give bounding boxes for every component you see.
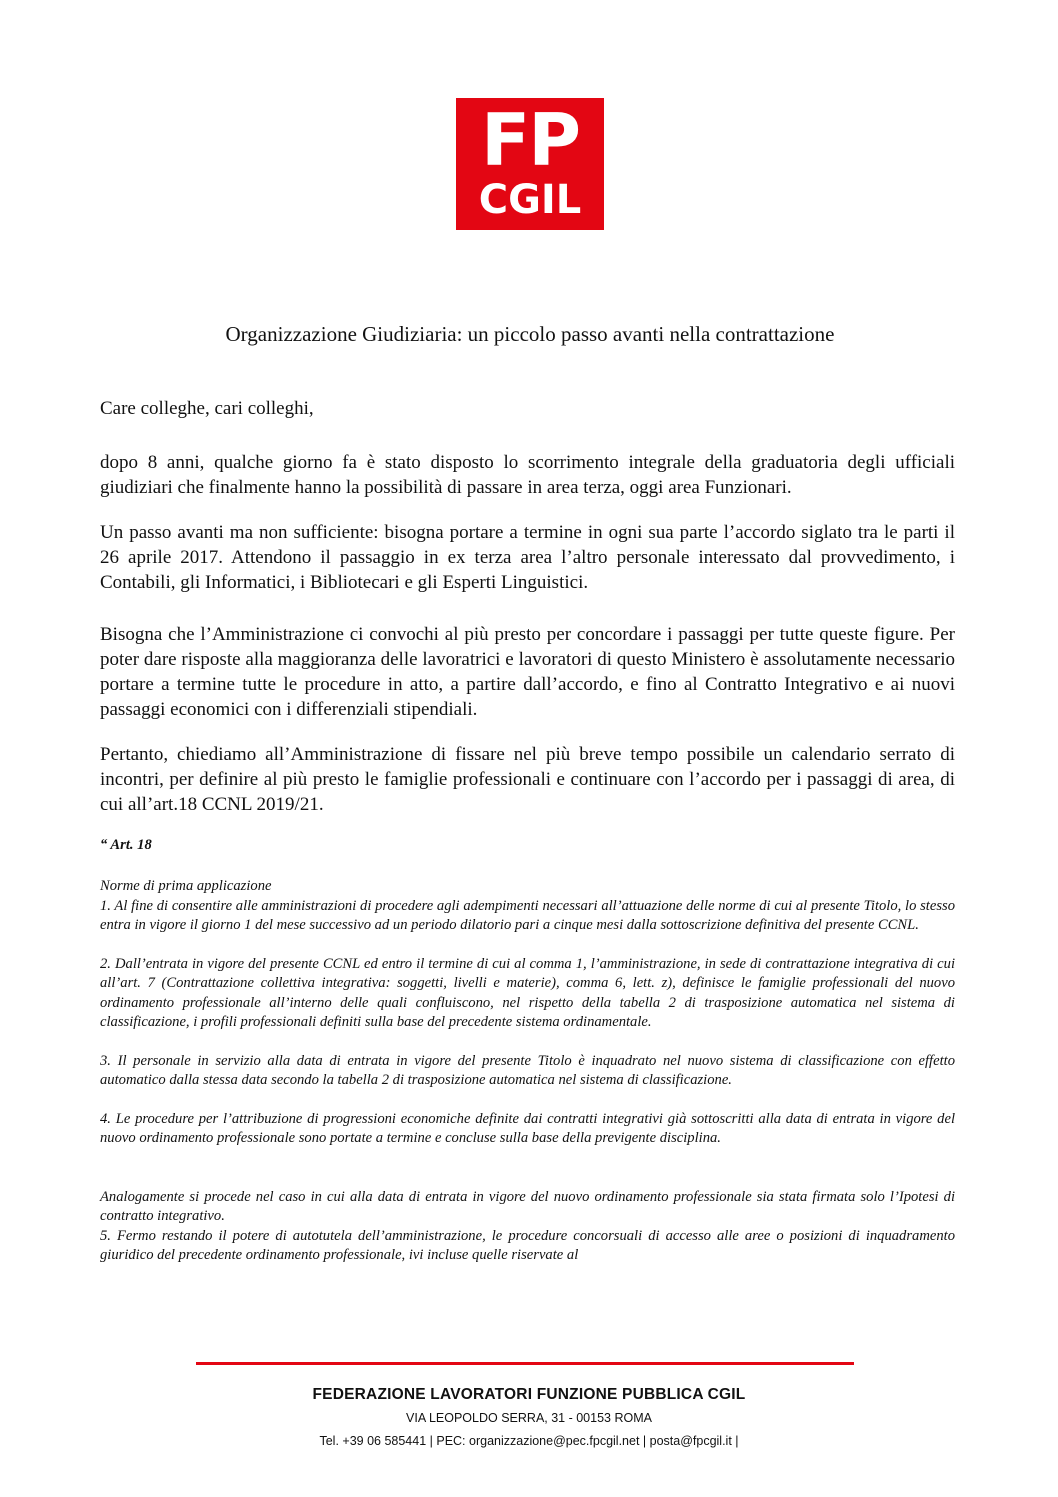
footer-divider (196, 1362, 854, 1365)
footer-contacts: Tel. +39 06 585441 | PEC: organizzazione@pec.fpcgil.net | posta@fpcgil.it | (319, 1434, 739, 1448)
article-analogamente: Analogamente si procede nel caso in cui alla data di entrata in vigore del nuovo ordinamento professionale sia stata firmata solo l’Ipotesi di contratto integrativo. (100, 1189, 955, 1225)
article-item-4: 4. Le procedure per l’attribuzione di progressioni economiche definite dai contratti integrativi già sottoscritti alla data di entrata in vigore del nuovo ordinamento professionale sono portate a termine e concluse sulla base della previgente disciplina. (100, 1111, 955, 1147)
fp-cgil-logo (456, 98, 604, 230)
article-item-3: 3. Il personale in servizio alla data di entrata in vigore del presente Titolo è inquadrato nel nuovo sistema di classificazione con effetto automatico dalla stessa data secondo la tabella 2 di trasposizione automatica nel sistema di classificazione. (100, 1053, 955, 1089)
article-item-2: 2. Dall’entrata in vigore del presente CCNL ed entro il termine di cui al comma 1, l’amministrazione, in sede di contrattazione integrativa di cui all’art. 7 (Contrattazione collettiva integrativa: soggetti, livelli e materie), comma 6, lett. z), definisce le famiglie professionali del nuovo ordinamento professionale all’interno delle quali confluiscono, nel rispetto della tabella 2 di trasposizione automatica nel sistema di classificazione, i profili professionali definiti sulla base del precedente sistema ordinamentale. (100, 956, 955, 1031)
article-heading: “ Art. 18 (100, 837, 152, 853)
logo-cgil-text: CGIL (478, 177, 582, 223)
paragraph-1: dopo 8 anni, qualche giorno fa è stato disposto lo scorrimento integrale della graduatoria degli ufficiali giudiziari che finalmente hanno la possibilità di passare in area terza, oggi area Funzionari. (100, 452, 955, 498)
article-item-1: 1. Al fine di consentire alle amministrazioni di procedere agli adempimenti necessari all’attuazione delle norme di cui al presente Titolo, lo stesso entra in vigore il giorno 1 del mese successivo ad un periodo dilatorio pari a cinque mesi dalla sottoscrizione definitiva del presente CCNL. (100, 898, 955, 934)
salutation: Care colleghe, cari colleghi, (100, 398, 314, 419)
article-item-5: 5. Fermo restando il potere di autotutela dell’amministrazione, le procedure concorsuali di accesso alle aree o posizioni di inquadramento giuridico del precedente ordinamento professionale, ivi incluse quelle riservate al (100, 1228, 955, 1264)
paragraph-2: Un passo avanti ma non sufficiente: bisogna portare a termine in ogni sua parte l’accordo siglato tra le parti il 26 aprile 2017. Attendono il passaggio in ex terza area l’altro personale interessato dal provvedimento, i Contabili, gli Informatici, i Bibliotecari e gli Esperti Linguistici. (100, 522, 955, 593)
paragraph-3: Bisogna che l’Amministrazione ci convochi al più presto per concordare i passaggi per tutte queste figure. Per poter dare risposte alla maggioranza delle lavoratrici e lavoratori di questo Ministero è assolutamente necessario portare a termine tutte le procedure in atto, a partire dall’accordo, e fino al Contratto Integrativo e ai nuovi passaggi economici con i differenziali stipendiali. (100, 624, 955, 720)
footer-address: VIA LEOPOLDO SERRA, 31 - 00153 ROMA (406, 1411, 652, 1425)
document-title: Organizzazione Giudiziaria: un piccolo passo avanti nella contrattazione (225, 322, 835, 346)
paragraph-4: Pertanto, chiediamo all’Amministrazione di fissare nel più breve tempo possibile un calendario serrato di incontri, per definire al più presto le famiglie professionali e continuare con l’accordo per i passaggi di area, di cui all’art.18 CCNL 2019/21. (100, 744, 955, 815)
footer-organization: FEDERAZIONE LAVORATORI FUNZIONE PUBBLICA CGIL (312, 1386, 746, 1403)
logo-fp-text: FP (481, 98, 579, 182)
article-subheading: Norme di prima applicazione (100, 878, 272, 894)
